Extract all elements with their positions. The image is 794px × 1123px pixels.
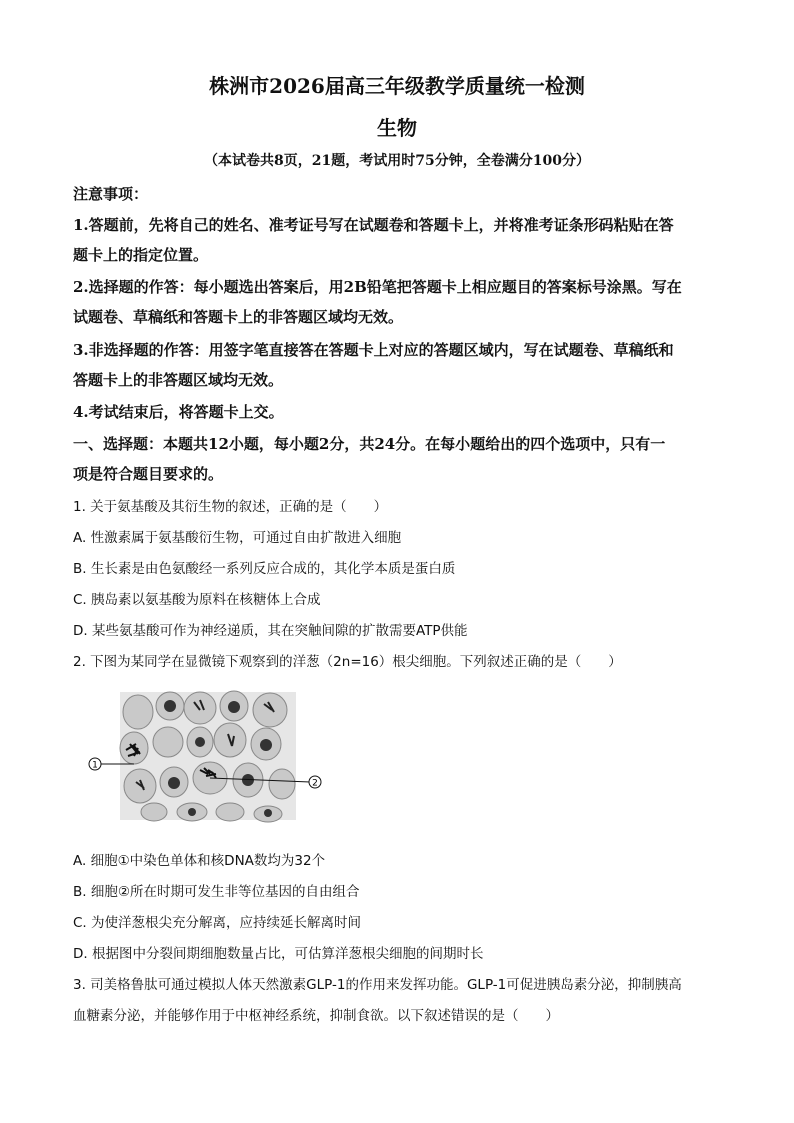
cell [269,769,295,799]
notice-item-2: 2.选择题的作答：每小题选出答案后，用2B铅笔把答题卡上相应题目的答案标号涂黑。写在 [73,278,682,296]
notice-item-1-cont: 题卡上的指定位置。 [73,246,209,264]
root-tip-micrograph [88,690,328,826]
q1-option-d: D. 某些氨基酸可作为神经递质，其在突触间隙的扩散需要ATP供能 [73,623,468,639]
cell [141,803,167,821]
section-heading-cont: 项是符合题目要求的。 [73,465,224,483]
nucleus [168,777,180,789]
notice-item-2-cont: 试题卷、草稿纸和答题卡上的非答题区域均无效。 [73,308,404,326]
q2-option-b: B. 细胞②所在时期可发生非等位基因的自由组合 [73,884,360,900]
q2-option-c: C. 为使洋葱根尖充分解离，应持续延长解离时间 [73,915,362,931]
cell [253,693,287,727]
q1-option-b: B. 生长素是由色氨酸经一系列反应合成的，其化学本质是蛋白质 [73,561,456,577]
notice-item-3: 3.非选择题的作答：用签字笔直接答在答题卡上对应的答题区域内，写在试题卷、草稿纸和 [73,341,674,359]
notice-item-3-cont: 答题卡上的非答题区域均无效。 [73,371,284,389]
nucleus [164,700,176,712]
q3-stem: 3. 司美格鲁肽可通过模拟人体天然激素GLP-1的作用来发挥功能。GLP-1可促进胰岛素分泌，抑制胰高 [73,977,682,993]
q3-stem-cont: 血糖素分泌，并能够作用于中枢神经系统，抑制食欲。以下叙述错误的是（ ） [73,1008,559,1024]
figure-label-1: 1 [92,760,98,771]
notice-item-1: 1.答题前，先将自己的姓名、准考证号写在试题卷和答题卡上，并将准考证条形码粘贴在答 [73,216,674,234]
cell [184,692,216,724]
exam-title: 株洲市2026届高三年级教学质量统一检测 [209,74,585,98]
cell [216,803,244,821]
nucleus [195,737,205,747]
cell [153,727,183,757]
nucleus [188,808,196,816]
q1-option-c: C. 胰岛素以氨基酸为原料在核糖体上合成 [73,592,321,608]
q2-stem: 2. 下图为某同学在显微镜下观察到的洋葱（2n=16）根尖细胞。下列叙述正确的是（ ） [73,654,622,670]
exam-info: （本试卷共8页，21题，考试用时75分钟，全卷满分100分） [204,153,590,169]
cell [123,695,153,729]
nucleus [228,701,240,713]
nucleus [260,739,272,751]
figure-label-2: 2 [312,778,318,789]
notice-heading: 注意事项： [73,185,149,203]
q1-stem: 1. 关于氨基酸及其衍生物的叙述，正确的是（ ） [73,499,388,515]
section-heading: 一、选择题：本题共12小题，每小题2分，共24分。在每小题给出的四个选项中，只有一 [73,435,666,453]
notice-item-4: 4.考试结束后，将答题卡上交。 [73,403,284,421]
q1-option-a: A. 性激素属于氨基酸衍生物，可通过自由扩散进入细胞 [73,530,402,546]
q2-option-a: A. 细胞①中染色单体和核DNA数均为32个 [73,853,326,869]
q2-option-d: D. 根据图中分裂间期细胞数量占比，可估算洋葱根尖细胞的间期时长 [73,946,484,962]
subject-title: 生物 [377,116,417,140]
nucleus [264,809,272,817]
